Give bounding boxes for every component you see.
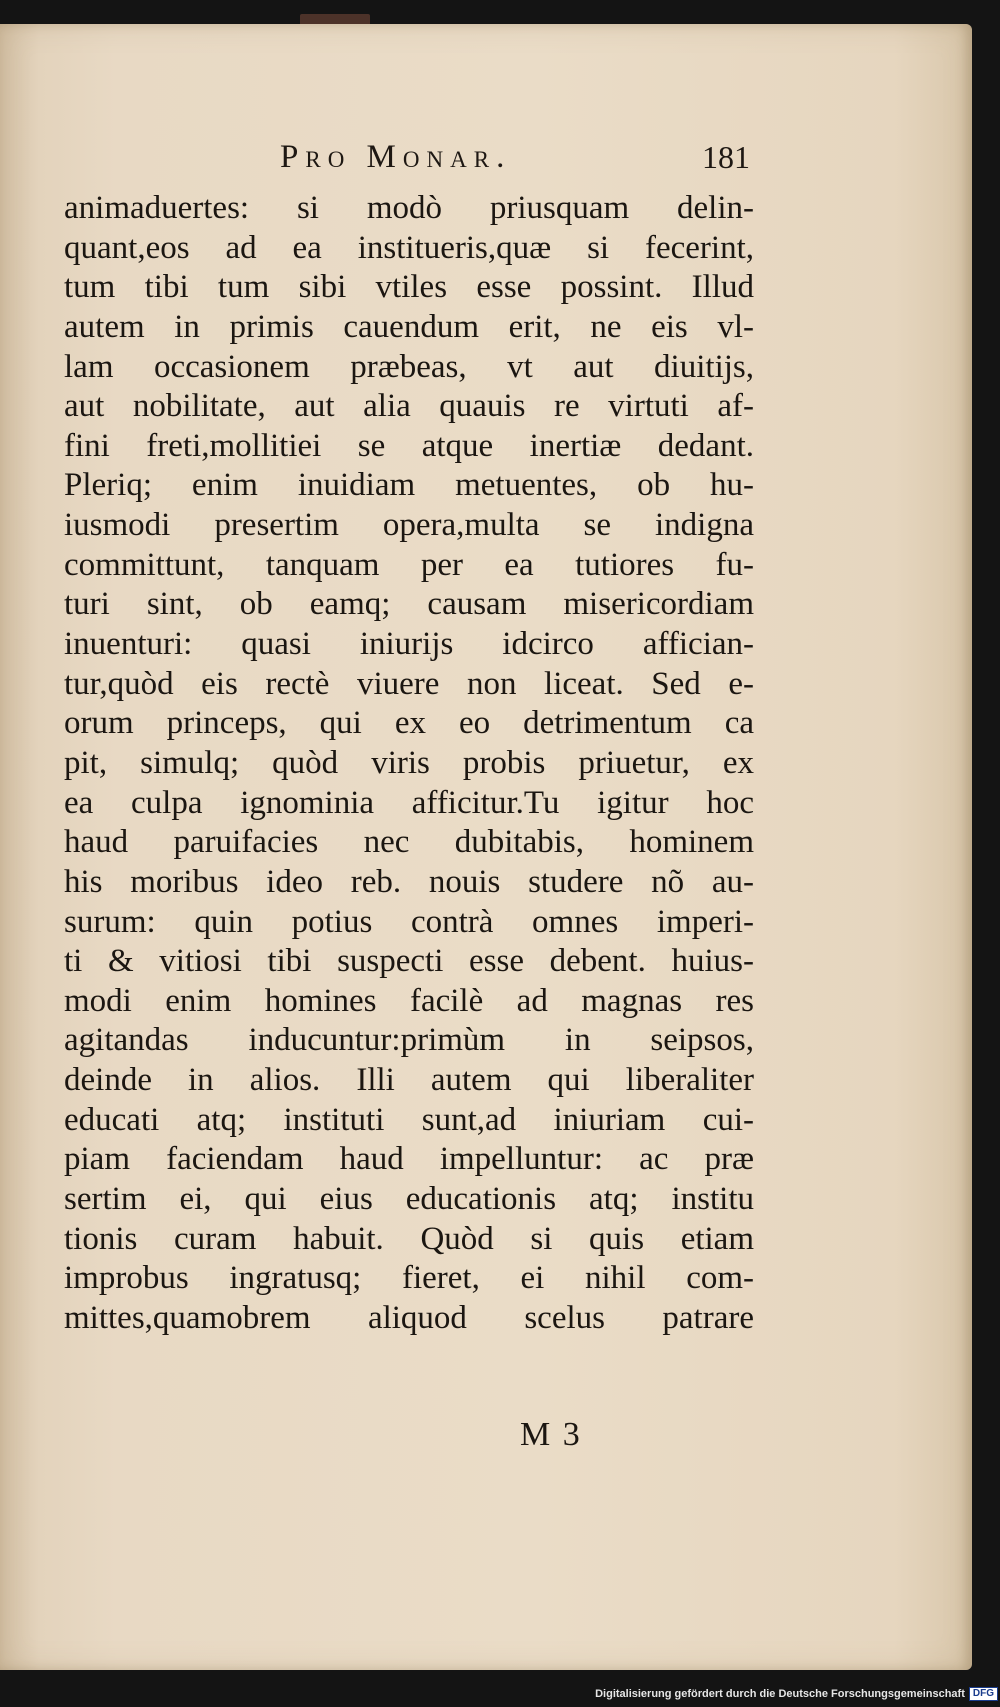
running-head-title: Pro Monar.	[280, 139, 512, 175]
text-line: piam faciendam haud impelluntur: ac præ	[64, 1141, 754, 1178]
running-head	[60, 139, 750, 183]
text-line: animaduertes: si modò priusquam delin-	[64, 190, 754, 226]
text-line: his moribus ideo reb. nouis studere nõ au-	[64, 863, 754, 900]
dfg-logo-icon: DFG	[969, 1687, 998, 1701]
text-line: modi enim homines facilè ad magnas res	[64, 982, 754, 1019]
text-line: ea culpa ignominia afficitur.Tu igitur hoc	[64, 784, 754, 821]
signature-mark: M 3	[520, 1416, 582, 1453]
text-line: orum princeps, qui ex eo detrimentum ca	[64, 705, 754, 742]
text-line: quant,eos ad ea institueris,quæ si fecerint,	[64, 229, 754, 266]
text-line: sertim ei, qui eius educationis atq; institu	[64, 1181, 754, 1218]
text-line: educati atq; instituti sunt,ad iniuriam cui-	[64, 1101, 754, 1138]
text-line: inuenturi: quasi iniurijs idcirco affician-	[64, 626, 754, 663]
text-line: autem in primis cauendum erit, ne eis vl-	[64, 308, 754, 345]
book-page	[0, 24, 972, 1670]
text-line: haud paruifacies nec dubitabis, hominem	[64, 824, 754, 861]
text-line: turi sint, ob eamq; causam misericordiam	[64, 586, 754, 623]
text-line: pit, simulq; quòd viris probis priuetur, ex	[64, 744, 754, 781]
text-line: tionis curam habuit. Quòd si quis etiam	[64, 1220, 754, 1257]
text-line: tum tibi tum sibi vtiles esse possint. Illud	[64, 269, 754, 306]
body-text	[64, 189, 754, 1339]
text-line: deinde in alios. Illi autem qui liberaliter	[64, 1062, 754, 1099]
text-line: improbus ingratusq; fieret, ei nihil com-	[64, 1260, 754, 1297]
text-line: tur,quòd eis rectè viuere non liceat. Sed e-	[64, 665, 754, 702]
text-line: committunt, tanquam per ea tutiores fu-	[64, 546, 754, 583]
credit-text: Digitalisierung gefördert durch die Deutsche Forschungsgemeinschaft	[595, 1688, 965, 1700]
text-line: mittes,quamobrem aliquod scelus patrare	[64, 1299, 754, 1336]
digitization-credit	[595, 1687, 998, 1701]
text-line: lam occasionem præbeas, vt aut diuitijs,	[64, 348, 754, 385]
text-line: agitandas inducuntur:primùm in seipsos,	[64, 1022, 754, 1059]
text-line: surum: quin potius contrà omnes imperi-	[64, 903, 754, 940]
text-line: iusmodi presertim opera,multa se indigna	[64, 507, 754, 544]
text-line: aut nobilitate, aut alia quauis re virtuti af-	[64, 388, 754, 425]
text-line: ti & vitiosi tibi suspecti esse debent. huius-	[64, 943, 754, 980]
page-number: 181	[702, 139, 750, 175]
text-line: Pleriq; enim inuidiam metuentes, ob hu-	[64, 467, 754, 504]
text-line: fini freti,mollitiei se atque inertiæ dedant.	[64, 427, 754, 464]
